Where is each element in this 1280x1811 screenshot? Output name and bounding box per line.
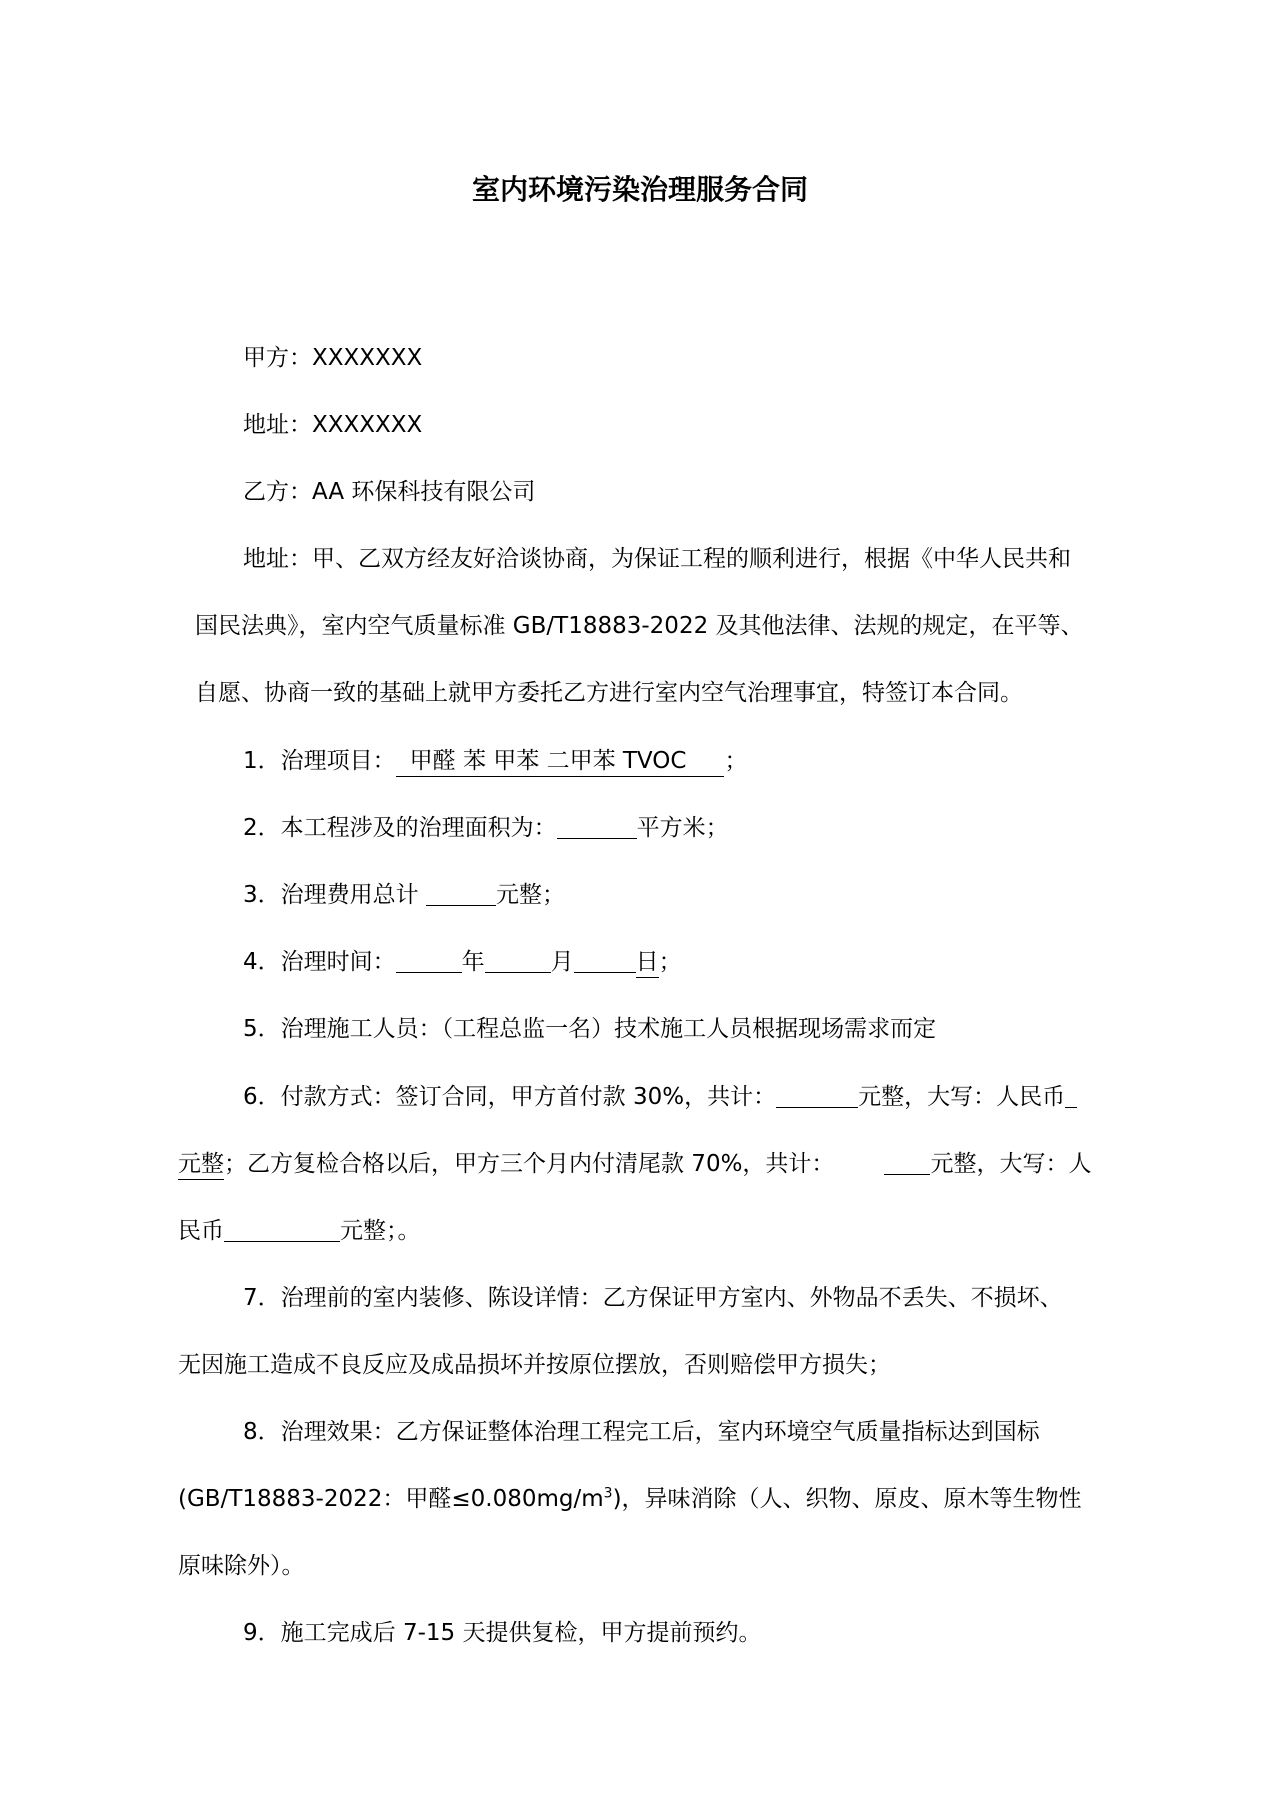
item-1-prefix: 1．治理项目： bbox=[243, 748, 396, 774]
item-6-text-g: 元整；。 bbox=[340, 1218, 421, 1244]
item-6-first-amount-blank bbox=[776, 1079, 858, 1108]
item-6-line-3 bbox=[178, 1211, 421, 1251]
item-9: 9．施工完成后 7-15 天提供复检，甲方提前预约。 bbox=[243, 1620, 762, 1646]
party-b-value: AA 环保科技有限公司 bbox=[312, 479, 536, 505]
item-6-text-d: ；乙方复检合格以后，甲方三个月内付清尾款 70%，共计： bbox=[224, 1151, 835, 1177]
item-5: 5．治理施工人员：（工程总监一名）技术施工人员根据现场需求而定 bbox=[243, 1016, 937, 1042]
item-6-text-f: 民币 bbox=[178, 1218, 224, 1244]
item-6-text-a: 6．付款方式：签订合同，甲方首付款 30%，共计： bbox=[243, 1084, 777, 1110]
item-8-text-a: (GB/T18883-2022：甲醛≤0.080mg/m bbox=[178, 1486, 604, 1512]
address-a-line bbox=[243, 405, 422, 445]
item-2-prefix: 2．本工程涉及的治理面积为： bbox=[243, 815, 557, 841]
item-6-final-amount-blank bbox=[884, 1146, 930, 1175]
item-8-line-2 bbox=[178, 1479, 1082, 1519]
item-4-day: 日 bbox=[636, 947, 659, 978]
item-1 bbox=[243, 741, 747, 781]
address-a-value: XXXXXXX bbox=[312, 412, 423, 438]
item-6-text-c: 元整 bbox=[178, 1149, 224, 1180]
intro-line-2: 国民法典》，室内空气质量标准 GB/T18883-2022 及其他法律、法规的规定，在平等、 bbox=[195, 613, 1084, 639]
item-1-suffix: ； bbox=[724, 748, 748, 774]
item-3-suffix: 元整； bbox=[495, 882, 565, 908]
item-4-year-blank bbox=[396, 944, 462, 973]
item-8-text-b: )，异味消除（人、织物、原皮、原木等生物性 bbox=[612, 1486, 1082, 1512]
item-8-line-3: 原味除外）。 bbox=[178, 1553, 305, 1579]
party-b-line bbox=[243, 472, 535, 512]
item-4-month: 月 bbox=[550, 949, 574, 975]
item-7-line-1: 7．治理前的室内装修、陈设详情：乙方保证甲方室内、外物品不丢失、不损坏、 bbox=[243, 1285, 1063, 1311]
party-b-label: 乙方： bbox=[243, 479, 312, 505]
party-a-value: XXXXXXX bbox=[312, 345, 423, 371]
item-3-prefix: 3．治理费用总计 bbox=[243, 882, 426, 908]
item-2 bbox=[243, 808, 729, 848]
item-6-line-1 bbox=[243, 1077, 1077, 1117]
intro-line-3: 自愿、协商一致的基础上就甲方委托乙方进行室内空气治理事宜，特签订本合同。 bbox=[195, 680, 1023, 706]
item-8-line-1: 8．治理效果：乙方保证整体治理工程完工后，室内环境空气质量指标达到国标 bbox=[243, 1419, 1040, 1445]
item-4-suffix: ； bbox=[658, 949, 682, 975]
item-6-text-e: 元整，大写：人 bbox=[930, 1151, 1092, 1177]
contract-title: 室内环境污染治理服务合同 bbox=[471, 173, 808, 206]
item-6-rmb-blank bbox=[1065, 1079, 1077, 1108]
item-8-superscript: 3 bbox=[603, 1485, 613, 1502]
address-a-label: 地址： bbox=[243, 412, 312, 438]
party-a-line bbox=[243, 338, 422, 378]
item-4-year: 年 bbox=[461, 949, 485, 975]
item-6-text-b: 元整，大写：人民币 bbox=[858, 1084, 1066, 1110]
item-3-blank bbox=[426, 877, 496, 906]
item-7-line-2: 无因施工造成不良反应及成品损坏并按原位摆放，否则赔偿甲方损失； bbox=[178, 1352, 891, 1378]
item-4-day-blank bbox=[574, 944, 636, 973]
item-6-final-rmb-blank bbox=[224, 1213, 340, 1242]
item-2-blank bbox=[557, 810, 637, 839]
item-6-line-2 bbox=[178, 1144, 1091, 1184]
intro-line-1: 地址：甲、乙双方经友好洽谈协商，为保证工程的顺利进行，根据《中华人民共和 bbox=[243, 546, 1071, 572]
item-4-month-blank bbox=[485, 944, 551, 973]
item-4-prefix: 4．治理时间： bbox=[243, 949, 396, 975]
item-1-value: 甲醛 苯 甲苯 二甲苯 TVOC bbox=[396, 746, 725, 777]
party-a-label: 甲方： bbox=[243, 345, 312, 371]
item-2-suffix: 平方米； bbox=[636, 815, 729, 841]
item-3 bbox=[243, 875, 565, 915]
item-4 bbox=[243, 942, 682, 982]
